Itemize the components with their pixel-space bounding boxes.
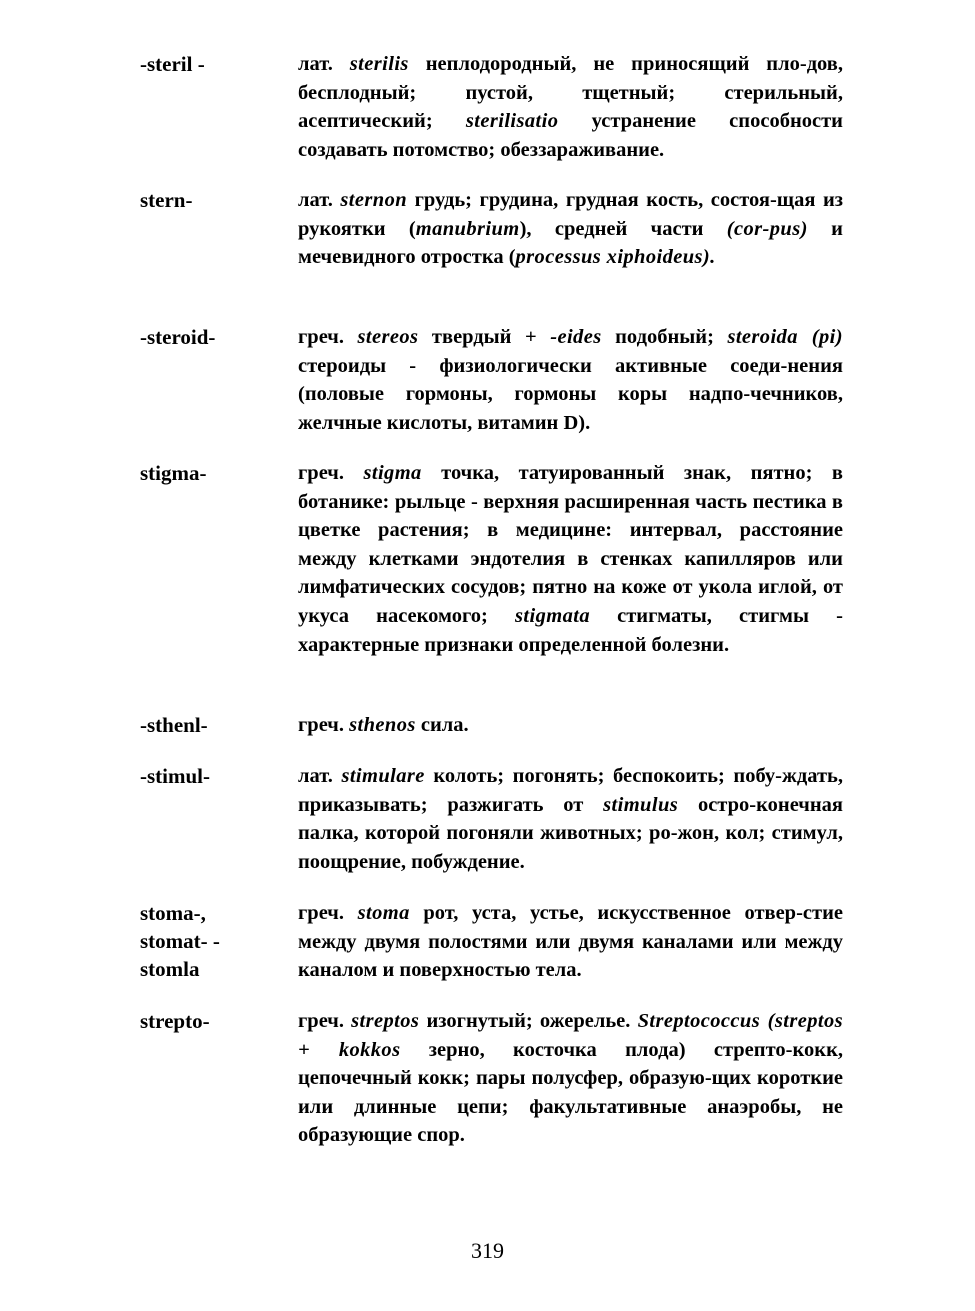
entry-definition [298,711,843,740]
page-number: 319 [471,1238,504,1263]
definition-text: греч. [298,902,358,924]
definition-text: ), средней части [519,217,727,240]
definition-text: лат. [298,53,350,75]
definition-text: рот, уста, устье, искусственное отвер-стие между двумя полостями или двумя каналами или между каналом и поверхностью тела. [298,902,843,982]
definition-text: греч. [298,714,350,736]
definition-text: устранение способности создавать потомство; обеззараживание. [298,110,843,161]
definition-text: стигматы, стигмы - характерные признаки определенной болезни. [298,604,844,656]
entry-term: stern- [140,188,193,212]
latin-term: stoma [357,902,410,924]
definition-text: подобный; [601,326,728,348]
definition-text: греч. [298,462,364,484]
definition-text: колоть; погонять; беспокоить; побу-ждать, приказывать; разжигать от [298,765,843,816]
entry-term: strepto- [140,1009,210,1033]
entry-definition [298,186,843,272]
latin-term: processus xiphoideus). [515,246,716,269]
entry-definition [298,50,843,164]
latin-term: sterilis [349,53,409,75]
entry-definition [298,323,843,437]
latin-term: stereos [357,326,419,348]
latin-term: stimulare [341,765,425,787]
latin-term: sternon [340,189,408,211]
entry-definition [298,459,843,659]
definition-text: изогнутый; ожерелье. [419,1010,638,1032]
entry-term: -steroid- [140,325,216,349]
latin-term: Streptococcus (streptos + kokkos [298,1010,843,1061]
latin-term: sterilisatio [465,110,559,133]
entry-definition [298,899,843,985]
definition-text: грудь; грудина, грудная кость, состоя-щая из рукоятки ( [298,189,844,240]
definition-text: и мечевидного отростка ( [298,217,843,269]
definition-text: неплодородный, не приносящий пло-дов, бесплодный; пустой, тщетный; стерильный, асептический; [298,53,843,133]
definition-text: стероиды - физиологически активные соеди-нения (половые гормоны, гормоны коры надпо-чечников, желчные кислоты, витамин D). [298,354,843,434]
definition-text: греч. [298,326,358,348]
entry-definition [298,762,843,876]
definition-text: греч. [298,1010,352,1032]
entry-term: -stimul- [140,764,210,788]
latin-term: stigma [363,462,422,484]
entry-term: -sthenl- [140,713,208,737]
latin-term: (cor-pus) [726,217,808,240]
definition-text: точка, татуированный знак, пятно; в ботанике: рыльце - верхняя расширенная часть пестика в цветке растения; в медицине: интервал, расстояние между клетками эндотелия в стенках капилляров или лимфатических сосудов; пятно на коже от укола иглой, от укуса насекомого; [298,462,843,627]
latin-term: stimulus [603,793,679,816]
entry-term: stoma-, stomat- - stomla [140,901,220,981]
latin-term: manubrium [415,217,520,240]
definition-text: остро-конечная палка, которой погоняли животных; ро-жон, кол; стимул, поощрение, побуждение. [298,793,843,873]
entry-term: -steril - [140,52,205,76]
definition-text: сила. [415,714,469,736]
definition-text: лат. [298,189,341,211]
latin-term: stigmata [515,604,590,627]
latin-term: streptos [351,1010,420,1032]
entry-definition [298,1007,843,1150]
latin-term: sthenos [349,714,416,736]
definition-text: лат. [298,765,342,787]
definition-text: твердый + [418,326,551,348]
latin-term: steroida (pi) [727,326,843,348]
definition-text: зерно, косточка плода) стрепто-кокк, цепочечный кокк; пары полусфер, образую-щих короткие или длинные цепи; факультативные анаэробы, не образующие спор. [298,1038,844,1147]
latin-term: -eides [550,326,602,348]
entry-term: stigma- [140,461,207,485]
